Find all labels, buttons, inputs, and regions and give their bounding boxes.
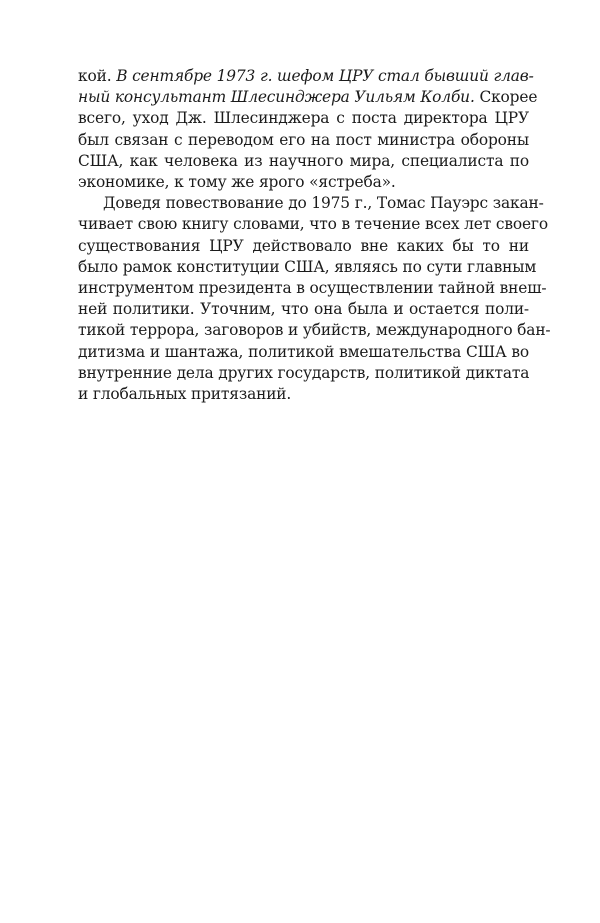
text-line: всего, уход Дж. Шлесинджера с поста директора ЦРУ <box>78 109 529 128</box>
text-line: и глобальных притязаний. <box>78 385 292 404</box>
text-line: было рамок конституции США, являясь по сути главным <box>78 257 537 276</box>
text-line: Доведя повествование до 1975 г., Томас Пауэрс закан- <box>103 194 544 213</box>
body-text <box>78 66 551 405</box>
paragraph-1 <box>78 66 538 193</box>
text-line: чивает свою книгу словами, что в течение всех лет своего <box>78 215 548 234</box>
text-line: ней политики. Уточним, что она была и остается поли- <box>78 300 529 319</box>
text-line: тикой террора, заговоров и убийств, международного бан- <box>78 321 551 340</box>
text-line: дитизма и шантажа, политикой вмешательства США во <box>78 342 529 361</box>
text-line: кой. В сентябре 1973 г. шефом ЦРУ стал бывший глав- <box>78 67 534 85</box>
text-line: ный консультант Шлесинджера Уильям Колби. Скорее <box>78 88 538 107</box>
paragraph-2 <box>78 193 551 405</box>
text-line: существования ЦРУ действовало вне каких бы то ни <box>78 236 529 255</box>
text-line: внутренние дела других государств, политикой диктата <box>78 363 530 382</box>
text-line: инструментом президента в осуществлении тайной внеш- <box>78 279 547 298</box>
text-line: США, как человека из научного мира, специалиста по <box>78 151 529 170</box>
text-line: экономике, к тому же ярого «ястреба». <box>78 173 396 192</box>
text-line: был связан с переводом его на пост министра обороны <box>78 130 529 149</box>
